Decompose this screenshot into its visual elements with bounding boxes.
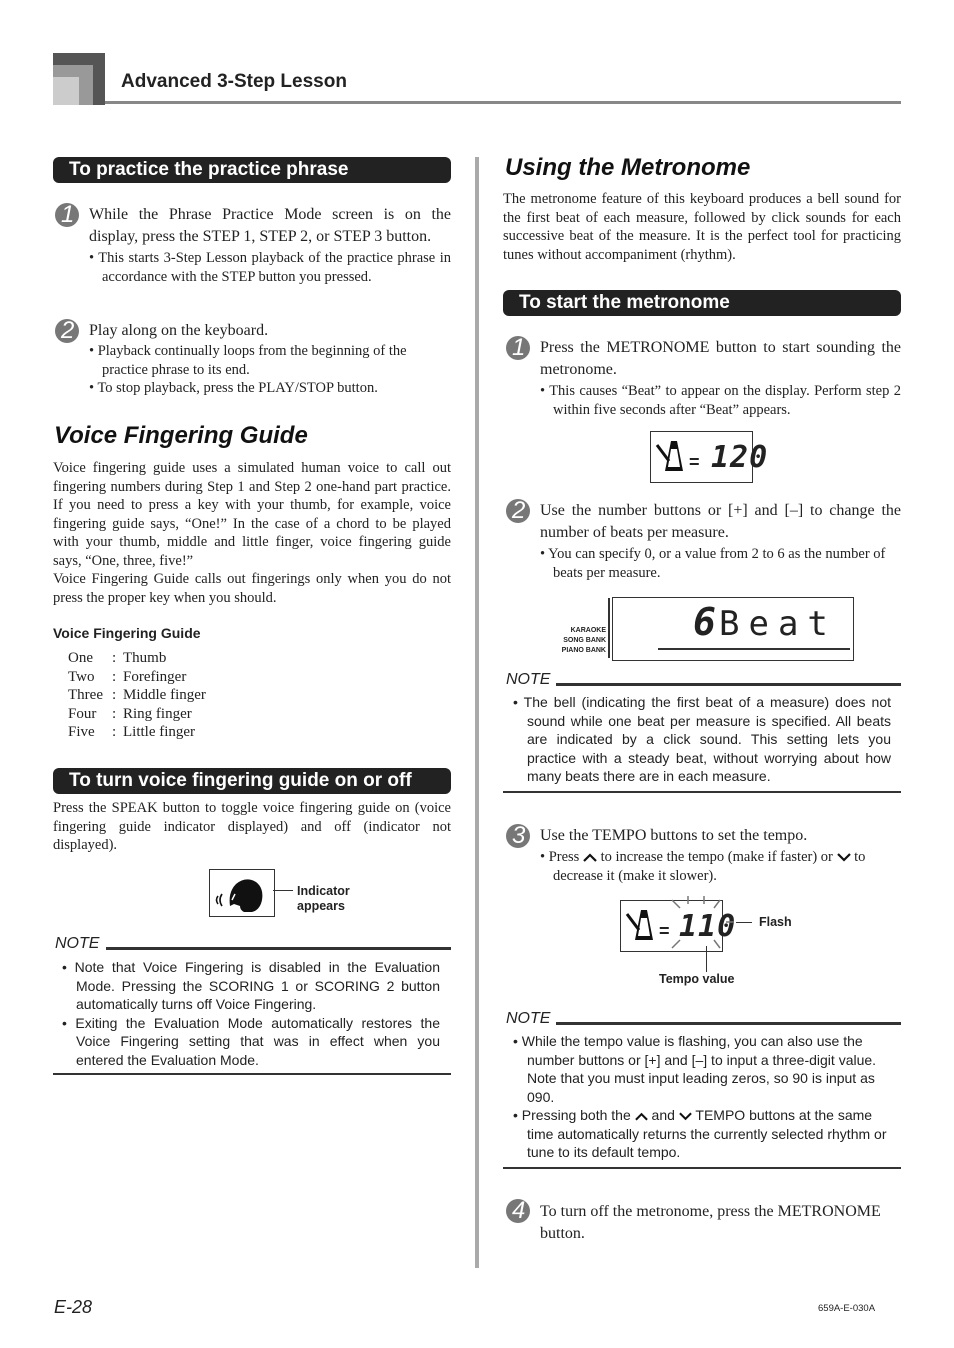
note-body-right-1 [513, 693, 891, 786]
lcd-mode-labels [548, 626, 606, 656]
step-number-1: 1 [57, 203, 79, 227]
bullet-item: • Playback continually loops from the beginning of the practice phrase to its end. [89, 343, 407, 378]
lcd-beat-display [612, 597, 854, 661]
chevron-down-icon [837, 853, 851, 862]
note-item: • Exiting the Evaluation Mode automatically restores the Voice Fingering setting that was in effect when you entered the Evaluation Mode. [62, 1014, 440, 1068]
metronome-step2-bullets [540, 545, 901, 582]
metronome-intro: The metronome feature of this keyboard produces a bell sound for the first beat of each measure, followed by click sounds for each successive beat of the measure. It is the perfect tool for practicing tunes without accompaniment (rhythm). [503, 191, 901, 263]
start-metronome-heading: To start the metronome [503, 290, 901, 316]
karaoke-label: KARAOKE [570, 627, 606, 634]
step-number-3: 3 [508, 824, 530, 848]
bullet-item: • This starts 3-Step Lesson playback of the practice phrase in accordance with the STEP button you pressed. [89, 250, 451, 285]
page-number: E-28 [54, 1297, 93, 1317]
flash-label: Flash [759, 915, 792, 929]
vfg-heading: Voice Fingering Guide [54, 422, 308, 449]
indicator-leader-line [273, 890, 293, 891]
lcd-underline [658, 648, 850, 650]
note-item: • Note that Voice Fingering is disabled in the Evaluation Mode. Pressing the SCORING 1 or SCORING 2 button automatically turns off Voice Fingering. [62, 959, 440, 1012]
bullet-item: • To stop playback, press the PLAY/STOP button. [89, 380, 378, 396]
vfg-table [68, 649, 206, 742]
toggle-heading: To turn voice fingering guide on or off [53, 768, 451, 794]
note-body-left [62, 958, 440, 1069]
practice-step1-bullets [89, 249, 451, 286]
bullet-mid-text: to increase the tempo (make if faster) or [600, 849, 833, 865]
table-row: Five : Little finger [68, 724, 196, 740]
flash-rays-icon [668, 896, 737, 954]
header-corner-graphic [53, 53, 105, 105]
document-code: 659A-E-030A [818, 1303, 876, 1314]
song-bank-label: SONG BANK [563, 637, 606, 644]
lcd-equals: = [659, 921, 670, 941]
metronome-heading: Using the Metronome [505, 154, 751, 181]
voice-indicator-display [209, 869, 275, 917]
metronome-step2-text: Use the number buttons or [+] and [–] to change the number of beats per measure. [540, 502, 901, 541]
indicator-label [297, 884, 350, 914]
bullet-item: • This causes “Beat” to appear on the display. Perform step 2 within five seconds after “Beat” appears. [540, 383, 901, 418]
note-end-rule-left [53, 1073, 451, 1075]
metronome-step4-text: To turn off the metronome, press the METRONOME button. [540, 1203, 881, 1242]
note-end-rule-right-1 [503, 791, 901, 793]
tempo-value-label: Tempo value [659, 972, 735, 986]
practice-heading: To practice the practice phrase [53, 157, 451, 183]
note-item: • The bell (indicating the first beat of a measure) does not sound while one beat per measure is specified. All beats are indicated by a click sound. This setting lets you practice with a steady beat, without worrying about how many beats there are in each measure. [513, 694, 891, 784]
metronome-step1-bullets [540, 382, 901, 419]
chevron-down-icon [679, 1112, 692, 1121]
note-item2-start: • Pressing both the [513, 1107, 631, 1123]
chevron-up-icon [583, 853, 597, 862]
header-title: Advanced 3-Step Lesson [121, 71, 347, 92]
practice-step2-bullets [89, 342, 451, 398]
indicator-label-line1: Indicator [297, 884, 350, 898]
vfg-paragraph-2: Voice Fingering Guide calls out fingerings only when you do not press the proper key when you should. [53, 571, 451, 606]
table-row: Two : Forefinger [68, 668, 187, 685]
metronome-icon [625, 906, 659, 944]
note-label-left: NOTE [55, 935, 100, 952]
flash-leader-line [736, 922, 752, 923]
vfg-table-title: Voice Fingering Guide [53, 625, 201, 641]
metronome-step3-bullets [540, 848, 901, 885]
table-row: Three : Middle finger [68, 687, 206, 703]
note-label-right-1: NOTE [506, 671, 551, 688]
practice-step1-text: While the Phrase Practice Mode screen is on the display, press the STEP 1, STEP 2, or STEP 3 button. [89, 206, 451, 245]
lcd-tempo-value: 110 [679, 909, 737, 944]
column-divider [475, 157, 479, 1268]
note-item: • While the tempo value is flashing, you can also use the number buttons or [+] and [–] to input a three-digit value. Note that you must input leading zeros, so 90 is input as 090. [513, 1033, 877, 1105]
header-rule [105, 101, 901, 104]
chevron-up-icon [635, 1112, 648, 1121]
note-rule-left [106, 947, 451, 950]
voice-guide-head-icon [210, 870, 274, 916]
bullet-to-text: to [854, 849, 866, 865]
practice-step2-text: Play along on the keyboard. [89, 322, 269, 339]
note-item2-and: and [651, 1107, 675, 1123]
step-number-1: 1 [508, 336, 530, 360]
tempo-value-leader-line [706, 946, 707, 972]
metronome-step1-text: Press the METRONOME button to start sounding the metronome. [540, 339, 901, 378]
lcd-mode-bracket [608, 598, 610, 658]
lcd-beat-word: Beat [719, 604, 837, 644]
lcd-tempo-value: 120 [711, 440, 769, 475]
note-item2-end: TEMPO buttons at the same time automatically returns the currently selected rhythm or tune to its default tempo. [527, 1107, 887, 1160]
step-number-4: 4 [508, 1199, 530, 1223]
vfg-paragraph-1: Voice fingering guide uses a simulated human voice to call out fingering numbers during Step 1 and Step 2 one-hand part practice. If you need to press a key with your thumb, for example, voice fingering guide says, “One!” In the case of a chord to be played with your thumb, middle and little finger, voice fingering guide says, “One, three, five!” [53, 460, 451, 569]
lcd-equals: = [689, 452, 700, 472]
note-end-rule-right-2 [503, 1167, 901, 1169]
lcd-beat-digit: 6 [693, 600, 716, 644]
indicator-label-line2: appears [297, 899, 345, 913]
bullet-end-text: decrease it (make it slower). [553, 867, 717, 884]
note-rule-right-2 [556, 1022, 901, 1025]
step-number-2: 2 [508, 499, 530, 523]
bullet-item: • You can specify 0, or a value from 2 to 6 as the number of beats per measure. [540, 546, 886, 581]
bullet-press-text: • Press [540, 849, 580, 865]
bullet-item [540, 848, 901, 885]
piano-bank-label: PIANO BANK [561, 647, 606, 654]
lcd-tempo-120 [650, 431, 769, 483]
note-rule-right-1 [556, 683, 901, 686]
toggle-paragraph: Press the SPEAK button to toggle voice fingering guide on (voice fingering guide indicator displayed) and off (indicator not displayed). [53, 800, 451, 853]
note-label-right-2: NOTE [506, 1010, 551, 1027]
table-row: One : Thumb [68, 650, 167, 666]
metronome-step3-text: Use the TEMPO buttons to set the tempo. [540, 827, 808, 844]
step-number-2: 2 [57, 319, 79, 343]
note-body-right-2 [513, 1032, 891, 1162]
metronome-icon [655, 437, 689, 475]
note-item [513, 1106, 891, 1162]
table-row: Four : Ring finger [68, 705, 192, 722]
